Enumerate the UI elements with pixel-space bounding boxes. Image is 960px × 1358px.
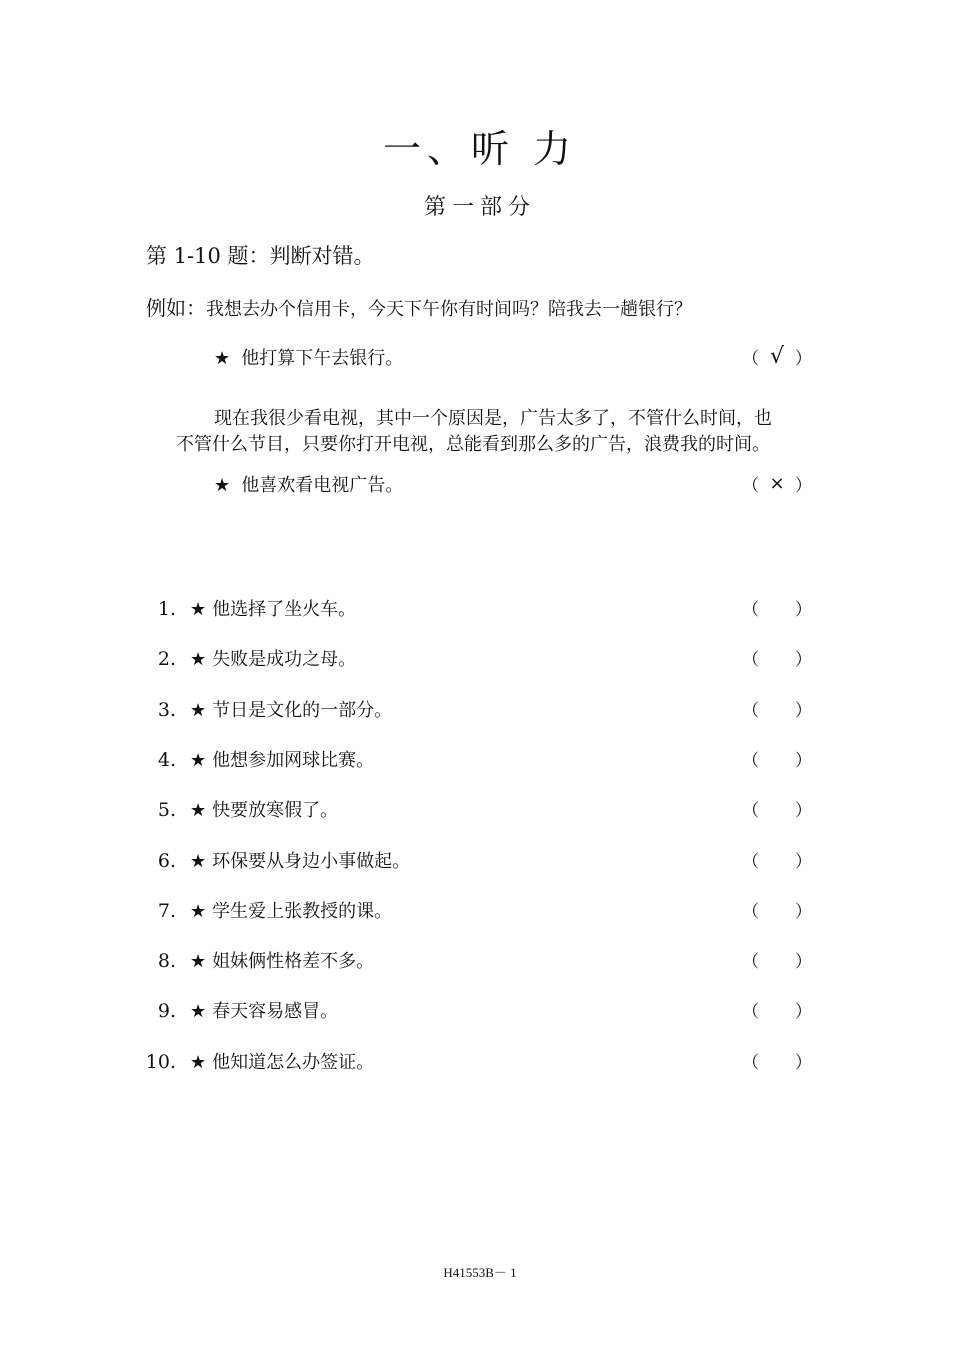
question-number: 8.: [157, 950, 176, 973]
paren-close: ）: [795, 952, 812, 973]
question-number: 5.: [157, 799, 176, 822]
star-icon: ★: [190, 800, 207, 822]
paren-open: （: [742, 476, 759, 496]
question-text: 他想参加网球比赛。: [212, 749, 375, 771]
example-statement-1-text: 他打算下午去银行。: [241, 348, 404, 369]
question-text: 节日是文化的一部分。: [212, 699, 393, 721]
question-number: 2.: [157, 648, 176, 671]
star-icon: ★: [190, 749, 207, 771]
example-label: 例如：: [146, 296, 206, 320]
question-row: [140, 847, 410, 873]
paren-open: （: [742, 349, 759, 369]
question-number: 10.: [145, 1050, 176, 1073]
example-text: 我想去办个信用卡，今天下午你有时间吗？陪我去一趟银行？: [206, 299, 692, 320]
star-icon: ★: [190, 900, 207, 922]
paren-close: ）: [795, 650, 812, 671]
question-number: 1.: [157, 598, 176, 620]
paren-open: （: [742, 1002, 759, 1023]
question-row: [140, 897, 392, 923]
paren-close: ）: [795, 1002, 812, 1023]
question-text: 失败是成功之母。: [212, 649, 357, 671]
example-paragraph-line-1: 现在我很少看电视，其中一个原因是，广告太多了，不管什么时间，也: [214, 408, 772, 429]
answer-blank[interactable]: [742, 1048, 812, 1073]
star-icon: ★: [190, 599, 207, 620]
question-number: 3.: [157, 698, 176, 721]
example-answer-1: [742, 344, 812, 369]
star-icon: ★: [190, 951, 207, 973]
question-row: [140, 947, 374, 973]
paren-open: （: [742, 851, 759, 872]
paren-close: ）: [795, 700, 812, 721]
question-text: 快要放寒假了。: [212, 800, 339, 822]
paren-open: （: [742, 801, 759, 822]
paren-close: ）: [795, 600, 812, 620]
question-number: 7.: [157, 899, 176, 922]
question-row: [140, 746, 374, 772]
section-title: 一、听 力: [382, 127, 578, 171]
example-statement-1: [214, 344, 403, 370]
paren-open: （: [742, 600, 759, 620]
example-paragraph: [176, 406, 816, 458]
paren-close: ）: [795, 801, 812, 822]
answer-blank[interactable]: [742, 746, 812, 771]
instruction: 第 1-10 题：判断对错。: [146, 244, 375, 268]
question-row: [140, 595, 356, 621]
star-icon: ★: [214, 475, 231, 496]
example-block: [146, 292, 692, 321]
cross-mark-icon: ×: [769, 472, 785, 494]
question-text: 他知道怎么办签证。: [212, 1051, 375, 1073]
question-row: [140, 997, 338, 1023]
paren-close: ）: [795, 476, 812, 496]
answer-blank[interactable]: [742, 997, 812, 1022]
example-statement-2-text: 他喜欢看电视广告。: [241, 475, 404, 496]
star-icon: ★: [190, 649, 207, 671]
question-text: 姐妹俩性格差不多。: [212, 951, 375, 973]
star-icon: ★: [190, 850, 207, 872]
question-text: 学生爱上张教授的课。: [212, 900, 393, 922]
question-row: [140, 796, 338, 822]
answer-blank[interactable]: [742, 645, 812, 670]
star-icon: ★: [190, 1001, 207, 1023]
question-number: 9.: [157, 1000, 176, 1023]
question-row: [140, 696, 392, 722]
question-row: [140, 1048, 374, 1074]
example-answer-2: [742, 471, 812, 496]
question-row: [140, 645, 356, 671]
part-title: 第一部分: [423, 195, 536, 220]
page-footer: H41553B－ 1: [443, 1265, 517, 1280]
paren-open: （: [742, 901, 759, 922]
paren-open: （: [742, 700, 759, 721]
paren-close: ）: [795, 901, 812, 922]
answer-blank[interactable]: [742, 847, 812, 872]
check-mark-icon: √: [769, 343, 785, 369]
question-number: 4.: [157, 748, 176, 771]
answer-blank[interactable]: [742, 796, 812, 821]
answer-blank[interactable]: [742, 595, 812, 620]
question-text: 他选择了坐火车。: [212, 599, 357, 620]
example-paragraph-line-2: 不管什么节目，只要你打开电视，总能看到那么多的广告，浪费我的时间。: [176, 434, 770, 455]
star-icon: ★: [214, 348, 231, 369]
paren-close: ）: [795, 851, 812, 872]
paren-open: （: [742, 750, 759, 771]
question-text: 春天容易感冒。: [212, 1001, 339, 1023]
answer-blank[interactable]: [742, 696, 812, 721]
star-icon: ★: [190, 1051, 207, 1073]
paren-close: ）: [795, 750, 812, 771]
paren-open: （: [742, 1052, 759, 1073]
star-icon: ★: [190, 699, 207, 721]
paren-close: ）: [795, 1052, 812, 1073]
question-number: 6.: [157, 849, 176, 872]
answer-blank[interactable]: [742, 947, 812, 972]
paren-open: （: [742, 650, 759, 671]
answer-blank[interactable]: [742, 897, 812, 922]
example-statement-2: [214, 471, 403, 497]
question-text: 环保要从身边小事做起。: [212, 850, 411, 872]
paren-close: ）: [795, 349, 812, 369]
paren-open: （: [742, 952, 759, 973]
